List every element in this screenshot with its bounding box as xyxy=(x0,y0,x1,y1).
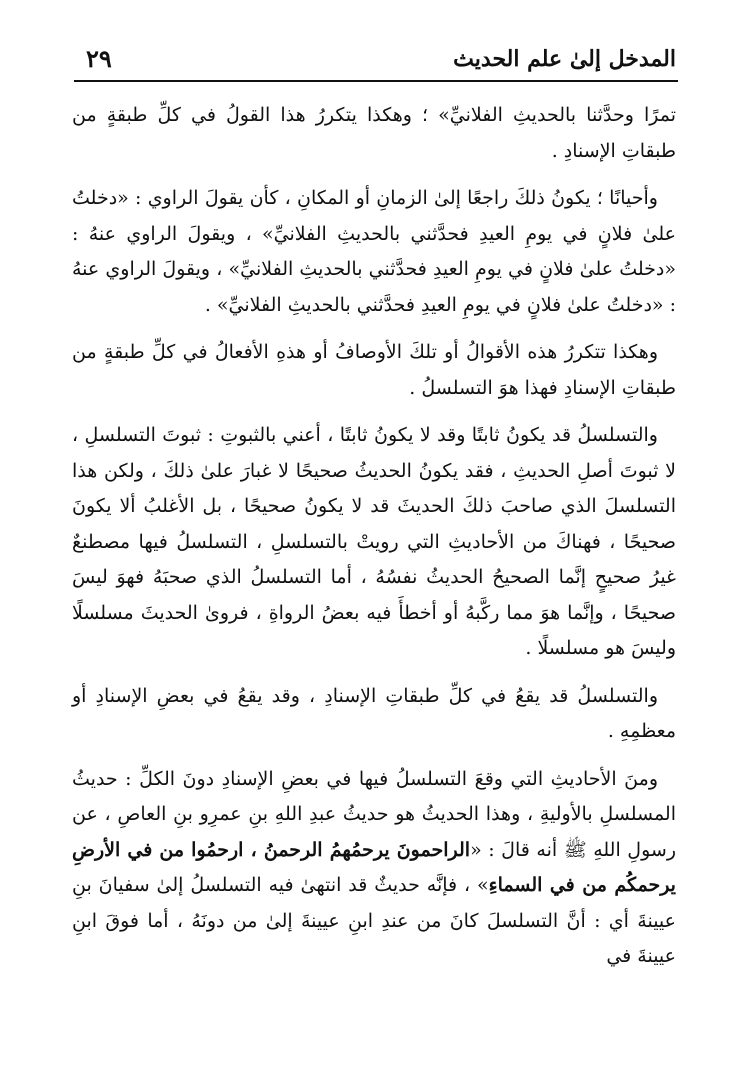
paragraph: والتسلسلُ قد يكونُ ثابتًا وقد لا يكونُ ثابتًا ، أعني بالثبوتِ : ثبوتَ التسلسلِ ، لا ثبوتَ أصلِ الحديثِ ، فقد يكونُ الحديثُ صحيحًا لا غبارَ علىٰ ذلكَ ، ولكن هذا التسلسلَ الذي صاحبَ ذلكَ الحديثَ قد لا يكونُ صحيحًا ، بل الأغلبُ ألا يكونَ صحيحًا ، فهناكَ من الأحاديثِ التي رويتْ بالتسلسلِ ، التسلسلُ فيها مصطنعٌ غيرُ صحيحٍ إنَّما الصحيحُ الحديثُ نفسُهُ ، أما التسلسلُ الذي صحبَهُ فهوَ ليسَ صحيحًا ، وإنَّما هوَ مما ركَّبهُ أو أخطأَ فيه بعضُ الرواةِ ، فروىٰ الحديثَ مسلسلًا وليسَ هو مسلسلًا . xyxy=(72,424,676,659)
hadith-quote: الراحمونَ يرحمُهمُ الرحمنُ ، ارحمُوا من في الأرضِ يرحمكُم من في السماءِ xyxy=(72,838,676,896)
page-number: ٢٩ xyxy=(86,44,112,73)
paragraph: والتسلسلُ قد يقعُ في كلِّ طبقاتِ الإسنادِ ، وقد يقعُ في بعضِ الإسنادِ أو معظمِهِ . xyxy=(72,684,676,742)
paragraph-text: » ، فإنَّه حديثٌ قد انتهىٰ فيه التسلسلُ إلىٰ سفيانَ بنِ عيينةَ أي : أنَّ التسلسلَ كانَ من عندِ ابنِ عيينةَ إلىٰ من دونَهُ ، أما فوقَ ابنِ عيينةَ في xyxy=(72,874,676,967)
paragraph xyxy=(72,762,676,975)
paragraph: وأحيانًا ؛ يكونُ ذلكَ راجعًا إلىٰ الزمانِ أو المكانِ ، كأن يقولَ الراوي : «دخلتُ علىٰ فلانٍ في يومِ العيدِ فحدَّثني بالحديثِ الفلانيِّ» ، ويقولَ الراوي عنهُ : «دخلتُ علىٰ فلانٍ في يومِ العيدِ فحدَّثني بالحديثِ الفلانيِّ» ، ويقولَ الراوي عنهُ : «دخلتُ علىٰ فلانٍ في يومِ العيدِ فحدَّثني بالحديثِ الفلانيِّ» . xyxy=(72,187,676,316)
page-header xyxy=(78,40,676,76)
running-title: المدخل إلىٰ علم الحديث xyxy=(453,46,676,72)
paragraph-text: ومنَ الأحاديثِ التي وقعَ التسلسلُ فيها في بعضِ الإسنادِ دونَ الكلِّ : حديثُ المسلسلِ بالأوليةِ ، وهذا الحديثُ هو حديثُ عبدِ اللهِ بنِ عمرِو بنِ العاصِ ، عن رسولِ اللهِ ﷺ أنه قالَ : « xyxy=(72,767,677,861)
paragraph: تمرًا وحدَّثنا بالحديثِ الفلانيِّ» ؛ وهكذا يتكررُ هذا القولُ في كلِّ طبقةٍ من طبقاتِ الإسنادِ . xyxy=(72,104,676,162)
header-rule xyxy=(74,80,678,82)
page-body xyxy=(72,98,676,987)
paragraph: وهكذا تتكررُ هذه الأقوالُ أو تلكَ الأوصافُ أو هذهِ الأفعالُ في كلِّ طبقةٍ من طبقاتِ الإسنادِ فهذا هوَ التسلسلُ . xyxy=(72,341,676,399)
